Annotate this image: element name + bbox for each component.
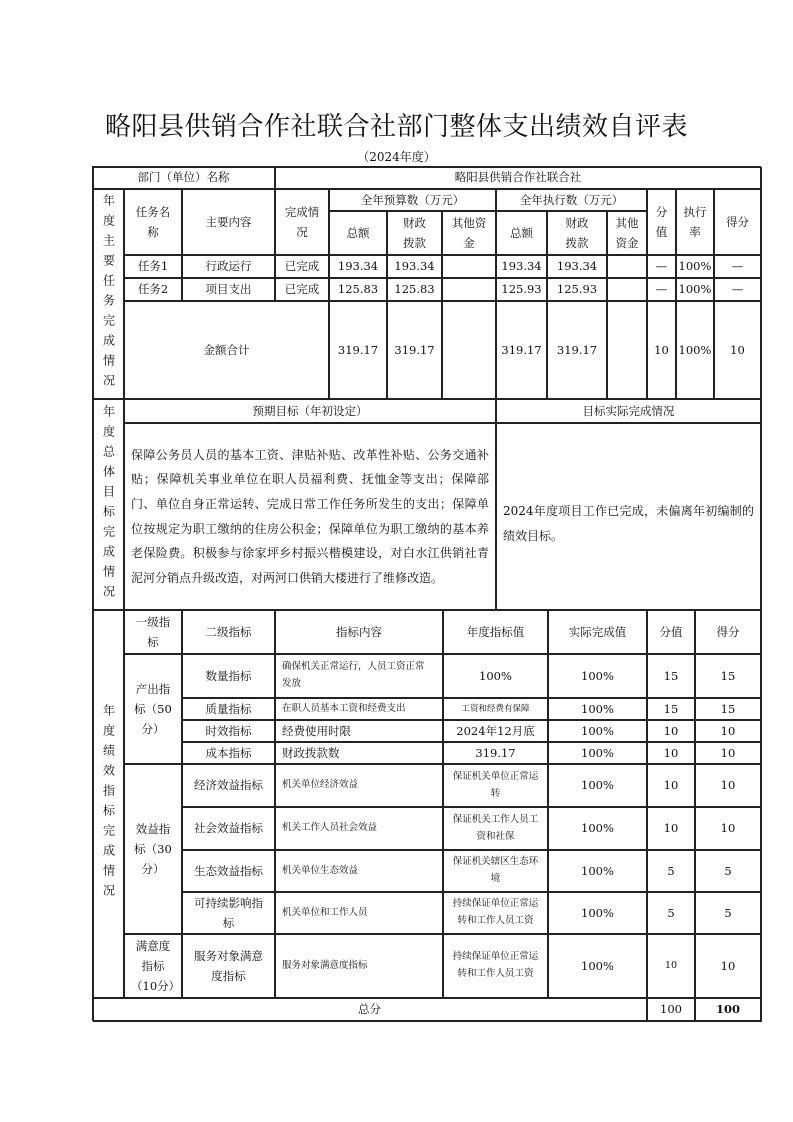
indicator-row-score-value: 10 (647, 764, 695, 807)
indicator-row-actual: 100% (548, 654, 647, 698)
header-actual-value: 实际完成值 (548, 610, 647, 654)
task2-budget-fiscal: 125.83 (387, 278, 442, 301)
task1-score: — (714, 255, 761, 278)
header-indicator-content: 指标内容 (275, 610, 443, 654)
header-main-content: 主要内容 (182, 189, 275, 255)
indicator-row-actual: 100% (548, 720, 647, 742)
indicator-row-score: 5 (695, 850, 761, 892)
expected-goal-text: 保障公务员人员的基本工资、津贴补贴、改革性补贴、公务交通补贴；保障机关事业单位在职人员福利费、抚恤金等支出；保障部门、单位自身正常运转、完成日常工作任务所发生的支出；保障单位按规定为职工缴纳的住房公积金；保障单位为职工缴纳的基本养老保险费。积极参与徐家坪乡村振兴楷模建设，对白水江供销社青泥河分销点升级改造，对两河口供销大楼进行了维修改造。 (124, 423, 496, 610)
dept-value: 略阳县供销合作社联合社 (275, 166, 761, 189)
header-level2: 二级指标 (182, 610, 275, 654)
indicator-row-score-value: 10 (647, 720, 695, 742)
task2-content: 项目支出 (182, 278, 275, 301)
task1-exec-rate: 100% (676, 255, 714, 278)
indicator-row-score: 15 (695, 698, 761, 720)
task2-exec-rate: 100% (676, 278, 714, 301)
indicator-row-score-value: 10 (647, 934, 695, 998)
indicator-row-target: 2024年12月底 (443, 720, 548, 742)
header-exec-group: 全年执行数（万元） (496, 189, 647, 211)
header-level1: 一级指标 (124, 610, 182, 654)
indicator-row-content: 在职人员基本工资和经费支出 (275, 698, 443, 720)
task1-exec-other (607, 255, 647, 278)
actual-goal-text: 2024年度项目工作已完成，未偏离年初编制的绩效目标。 (496, 423, 761, 610)
grand-total-score-value: 100 (647, 998, 695, 1021)
task2-budget-other (442, 278, 496, 301)
indicator-row-actual: 100% (548, 807, 647, 850)
header-exec-fiscal: 财政拨款 (547, 211, 607, 255)
dept-label: 部门（单位）名称 (92, 166, 275, 189)
header-exec-other: 其他资金 (607, 211, 647, 255)
indicator-row-target: 持续保证单位正常运转和工作人员工资 (443, 934, 548, 998)
header-score-value: 分值 (647, 189, 676, 255)
header-budget-group: 全年预算数（万元） (329, 189, 496, 211)
task1-score-value: — (647, 255, 676, 278)
indicator-row-level2: 质量指标 (182, 698, 275, 720)
indicator-row-score: 10 (695, 807, 761, 850)
task1-budget-fiscal: 193.34 (387, 255, 442, 278)
indicator-row-content: 机关单位经济效益 (275, 764, 443, 807)
indicator-row-level2: 可持续影响指标 (182, 892, 275, 934)
indicator-row-level2: 生态效益指标 (182, 850, 275, 892)
indicator-row-target: 保证机关单位正常运转 (443, 764, 548, 807)
indicator-row-content: 财政拨款数 (275, 742, 443, 764)
indicator-row-actual: 100% (548, 698, 647, 720)
task1-status: 已完成 (275, 255, 329, 278)
total-exec-fiscal: 319.17 (547, 301, 607, 399)
indicator-row-actual: 100% (548, 934, 647, 998)
header-indicator-score-value: 分值 (647, 610, 695, 654)
indicator-row-score-value: 10 (647, 742, 695, 764)
expected-goal-header: 预期目标（年初设定） (124, 399, 496, 423)
indicator-row-target: 工资和经费有保障 (443, 698, 548, 720)
task2-score-value: — (647, 278, 676, 301)
section1-side-label: 年度主要任务完成情况 (92, 189, 124, 399)
indicator-row-target: 持续保证单位正常运转和工作人员工资 (443, 892, 548, 934)
total-exec-other (607, 301, 647, 399)
indicator-row-level2: 时效指标 (182, 720, 275, 742)
task2-exec-total: 125.93 (496, 278, 547, 301)
task2-score: — (714, 278, 761, 301)
total-budget-other (442, 301, 496, 399)
header-budget-total: 总额 (329, 211, 387, 255)
total-score: 10 (714, 301, 761, 399)
indicator-row-actual: 100% (548, 742, 647, 764)
task1-exec-fiscal: 193.34 (547, 255, 607, 278)
indicator-row-actual: 100% (548, 850, 647, 892)
indicator-row-content: 服务对象满意度指标 (275, 934, 443, 998)
indicator-row-content: 经费使用时限 (275, 720, 443, 742)
satisfaction-indicator-group: 满意度指标（10分） (124, 934, 182, 998)
task1-name: 任务1 (124, 255, 182, 278)
grand-total-label: 总分 (92, 998, 647, 1021)
indicator-row-score: 10 (695, 934, 761, 998)
task1-exec-total: 193.34 (496, 255, 547, 278)
indicator-row-content: 机关单位生态效益 (275, 850, 443, 892)
total-exec-rate: 100% (676, 301, 714, 399)
indicator-row-score-value: 5 (647, 892, 695, 934)
indicator-row-actual: 100% (548, 764, 647, 807)
header-budget-other: 其他资金 (442, 211, 496, 255)
header-task-name: 任务名称 (124, 189, 182, 255)
indicator-row-target: 保证机关辖区生态环境 (443, 850, 548, 892)
indicator-row-actual: 100% (548, 892, 647, 934)
header-exec-total: 总额 (496, 211, 547, 255)
task2-status: 已完成 (275, 278, 329, 301)
indicator-row-score-value: 10 (647, 807, 695, 850)
header-score: 得分 (714, 189, 761, 255)
task1-budget-total: 193.34 (329, 255, 387, 278)
indicator-row-level2: 经济效益指标 (182, 764, 275, 807)
section3-side-label: 年度绩效指标完成情况 (92, 610, 124, 998)
indicator-row-score: 10 (695, 764, 761, 807)
indicator-row-score-value: 15 (647, 654, 695, 698)
task2-budget-total: 125.83 (329, 278, 387, 301)
indicator-row-target: 保证机关工作人员工资和社保 (443, 807, 548, 850)
actual-goal-header: 目标实际完成情况 (496, 399, 761, 423)
total-label: 金额合计 (124, 301, 329, 399)
total-budget-total: 319.17 (329, 301, 387, 399)
header-annual-target: 年度指标值 (443, 610, 548, 654)
task1-budget-other (442, 255, 496, 278)
indicator-row-content: 机关单位和工作人员 (275, 892, 443, 934)
task2-exec-other (607, 278, 647, 301)
indicator-row-target: 100% (443, 654, 548, 698)
indicator-row-level2: 数量指标 (182, 654, 275, 698)
indicator-row-score: 10 (695, 742, 761, 764)
header-exec-rate: 执行率 (676, 189, 714, 255)
grand-total-score: 100 (695, 998, 761, 1021)
output-indicator-group: 产出指标（50分） (124, 654, 182, 764)
indicator-row-score-value: 5 (647, 850, 695, 892)
indicator-row-content: 确保机关正常运行，人员工资正常发放 (275, 654, 443, 698)
indicator-row-score: 15 (695, 654, 761, 698)
indicator-row-content: 机关工作人员社会效益 (275, 807, 443, 850)
total-exec-total: 319.17 (496, 301, 547, 399)
indicator-row-score: 5 (695, 892, 761, 934)
total-budget-fiscal: 319.17 (387, 301, 442, 399)
task1-content: 行政运行 (182, 255, 275, 278)
page-subtitle: （2024年度） (357, 150, 436, 164)
task2-name: 任务2 (124, 278, 182, 301)
indicator-row-target: 319.17 (443, 742, 548, 764)
header-indicator-score: 得分 (695, 610, 761, 654)
page-title: 略阳县供销合作社联合社部门整体支出绩效自评表 (104, 112, 688, 142)
section2-side-label: 年度总体目标完成情况 (92, 399, 124, 610)
task2-exec-fiscal: 125.93 (547, 278, 607, 301)
indicator-row-level2: 社会效益指标 (182, 807, 275, 850)
indicator-row-level2: 成本指标 (182, 742, 275, 764)
indicator-row-level2: 服务对象满意度指标 (182, 934, 275, 998)
header-status: 完成情况 (275, 189, 329, 255)
indicator-row-score: 10 (695, 720, 761, 742)
indicator-row-score-value: 15 (647, 698, 695, 720)
benefit-indicator-group: 效益指标（30分） (124, 764, 182, 934)
header-budget-fiscal: 财政拨款 (387, 211, 442, 255)
total-score-value: 10 (647, 301, 676, 399)
